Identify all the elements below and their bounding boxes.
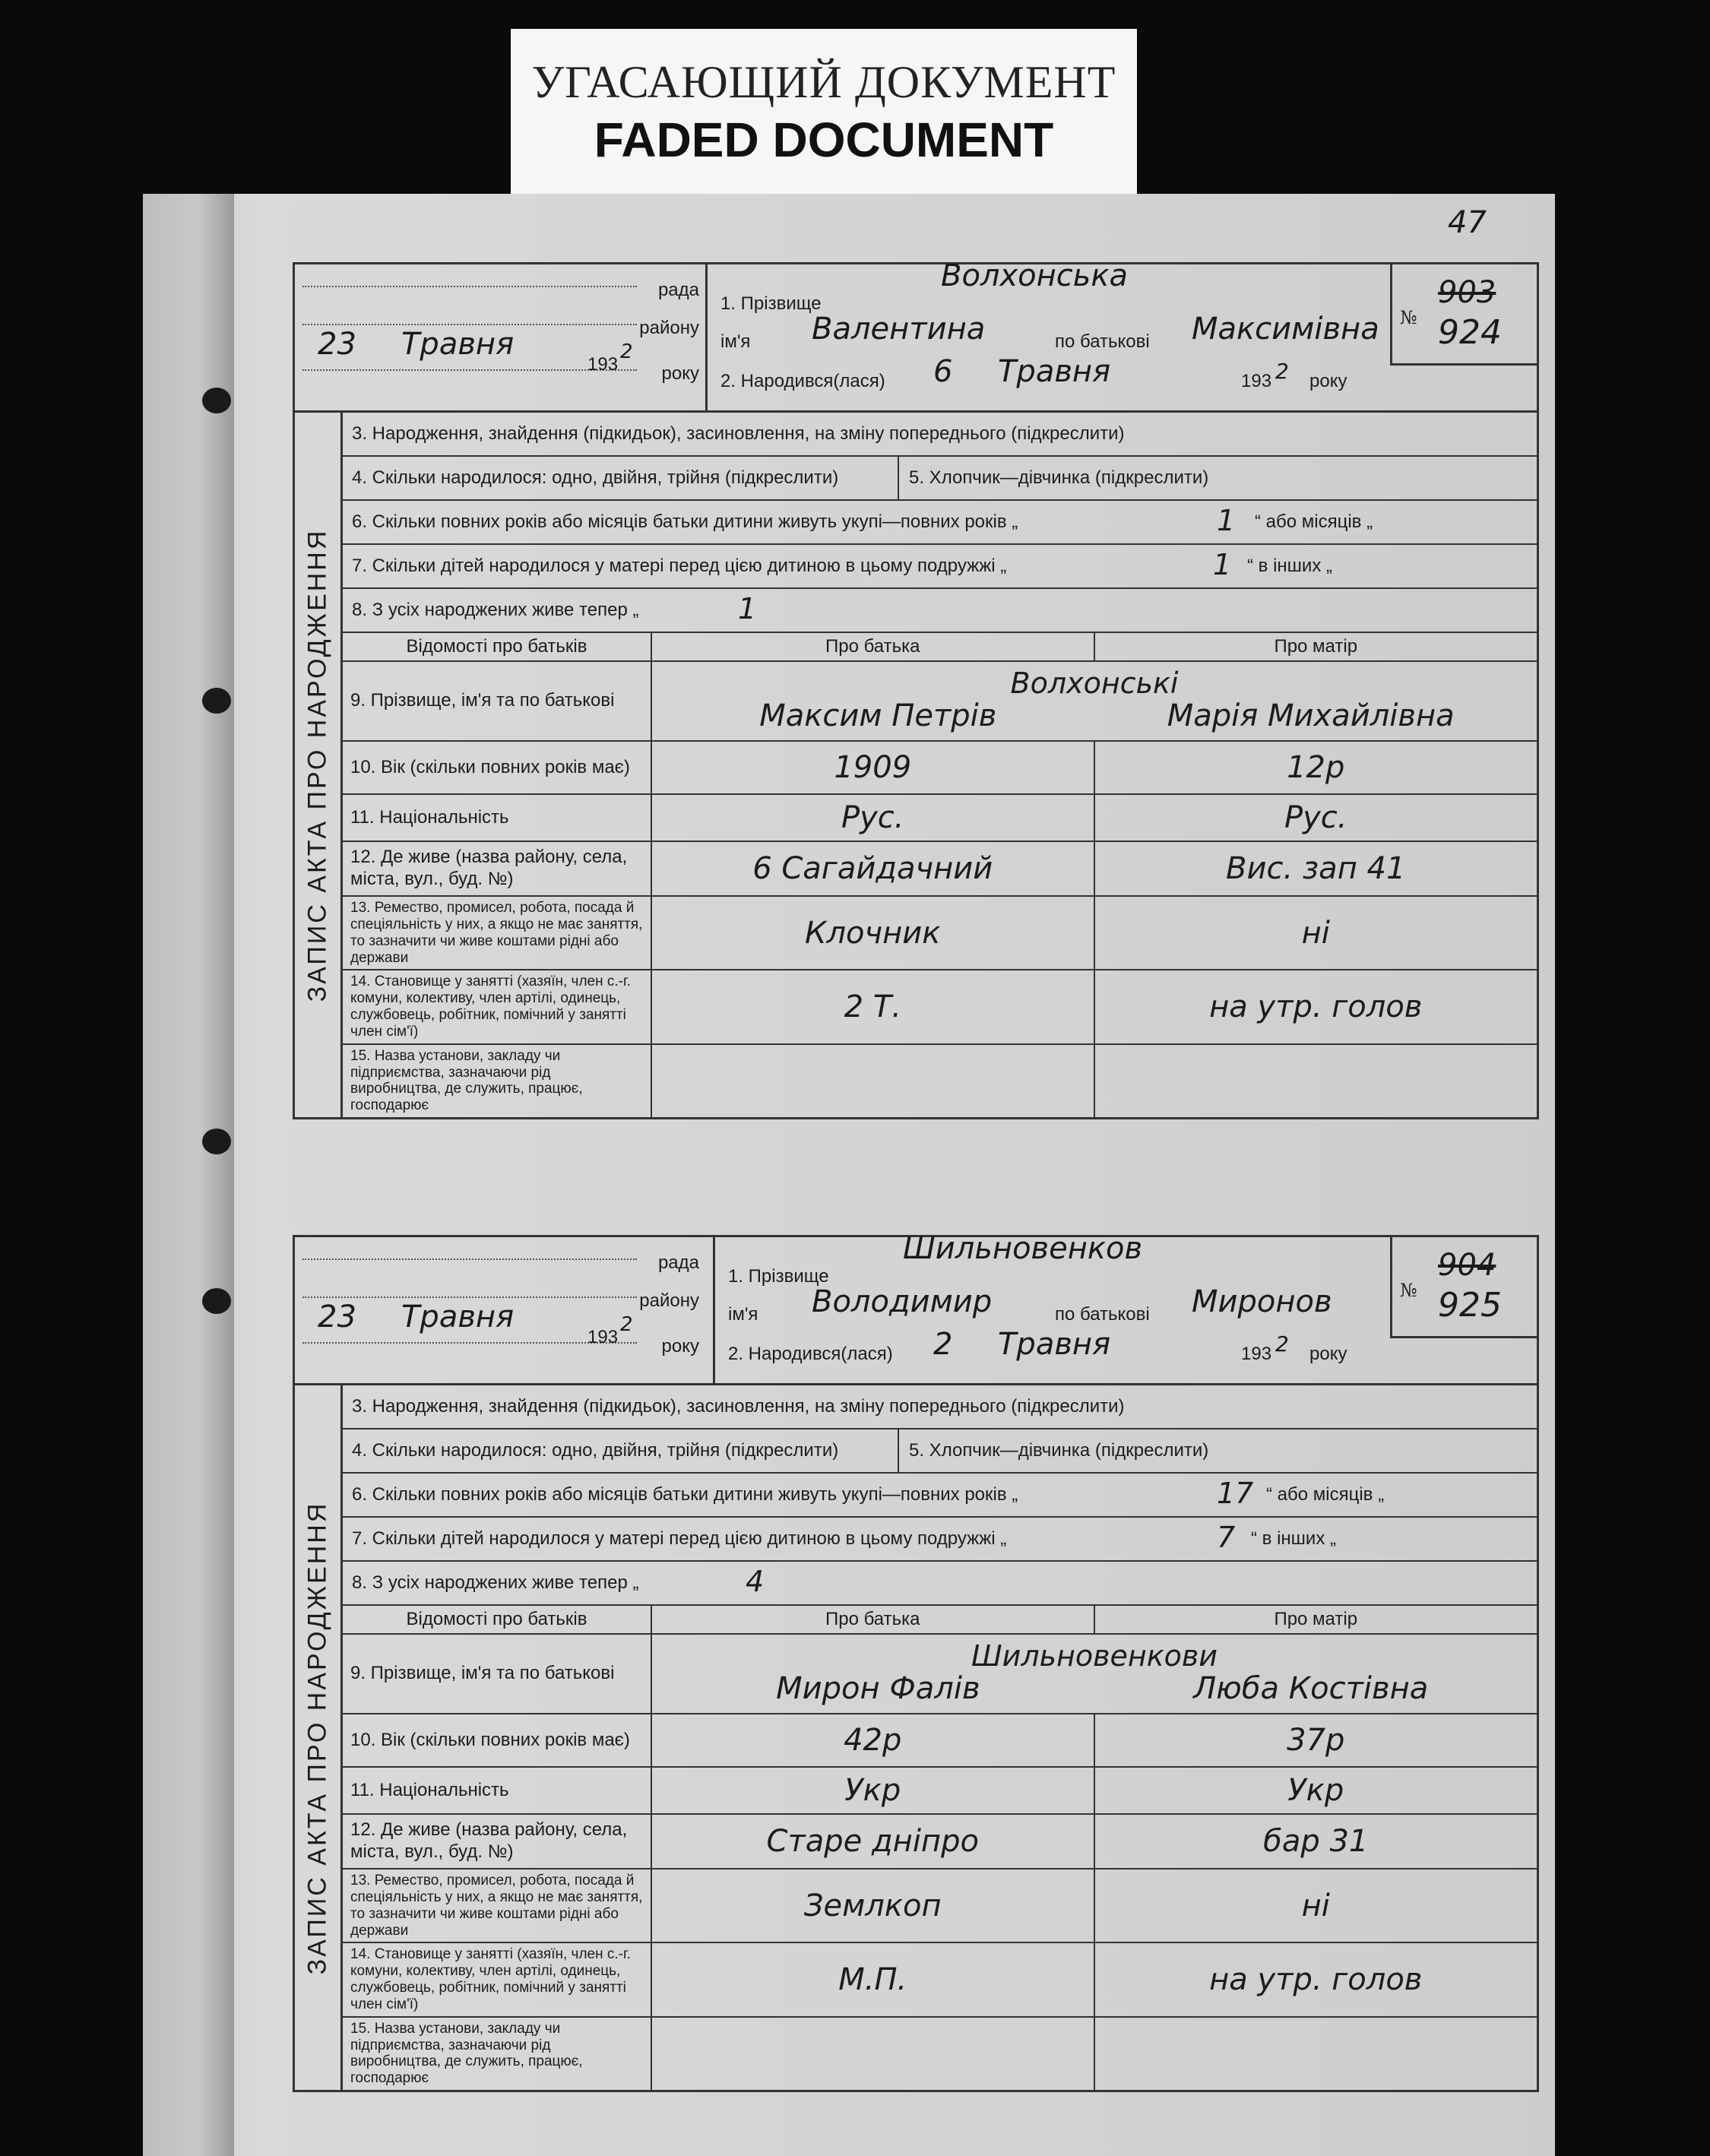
record-header bbox=[293, 1231, 1539, 1383]
born-label: 2. Народився(лася) bbox=[728, 1344, 893, 1364]
child-surname: Шильновенков bbox=[903, 1231, 1143, 1266]
q8-row bbox=[343, 589, 1537, 633]
birth-record-1 bbox=[293, 258, 1539, 1119]
binding-hole bbox=[202, 1288, 231, 1314]
father-name: Максим Петрів bbox=[759, 698, 997, 733]
q6-years: 17 bbox=[1217, 1477, 1254, 1510]
q3-label: 3. Народження, знайдення (підкидьок), засиновлення, на зміну попереднього (підкреслити) bbox=[352, 423, 1125, 444]
father-address: Старе дніпро bbox=[651, 1814, 1094, 1869]
q7-label: 7. Скільки дітей народилося у матері перед цією дитиною в цьому подружжі „ bbox=[352, 1528, 1007, 1549]
q7-row bbox=[343, 1518, 1537, 1562]
mother-address: бар 31 bbox=[1094, 1814, 1537, 1869]
father-nationality: Укр bbox=[651, 1767, 1094, 1814]
q4-label: 4. Скільки народилося: одно, двійня, трійня (підкреслити) bbox=[352, 1440, 839, 1461]
rok-label: року bbox=[661, 1336, 699, 1357]
surname-label: 1. Прізвище bbox=[728, 1266, 829, 1287]
q7-other-label: “ в інших „ bbox=[1247, 556, 1332, 576]
father-occupation: Землкоп bbox=[651, 1869, 1094, 1942]
q6-months-label: “ або місяців „ bbox=[1255, 511, 1373, 532]
rok-label: року bbox=[661, 363, 699, 384]
q6-row bbox=[343, 501, 1537, 545]
father-nationality: Рус. bbox=[651, 794, 1094, 841]
q3-row bbox=[343, 413, 1537, 457]
born-month: Травня bbox=[998, 354, 1111, 389]
q6-row bbox=[343, 1474, 1537, 1518]
record-body bbox=[293, 1383, 1539, 2092]
q6-months-label: “ або місяців „ bbox=[1266, 1484, 1385, 1505]
child-surname: Волхонська bbox=[941, 258, 1129, 293]
col-header-mother: Про матір bbox=[1094, 1606, 1537, 1634]
q6-years: 1 bbox=[1217, 504, 1236, 537]
q3-label: 3. Народження, знайдення (підкидьок), засиновлення, на зміну попереднього (підкреслити) bbox=[352, 1396, 1125, 1417]
r11-label: 11. Національність bbox=[343, 794, 651, 841]
col-header-father: Про батька bbox=[651, 1606, 1094, 1634]
father-age: 1909 bbox=[651, 741, 1094, 794]
father-age: 42р bbox=[651, 1714, 1094, 1767]
born-rok-label: року bbox=[1309, 1344, 1347, 1364]
reg-year-prefix: 193 bbox=[587, 1327, 619, 1347]
mother-status: на утр. голов bbox=[1094, 1942, 1537, 2016]
born-year-digit: 2 bbox=[1275, 359, 1289, 384]
col-header-info: Відомості про батьків bbox=[343, 1606, 651, 1634]
binding-hole bbox=[202, 688, 231, 714]
side-title bbox=[295, 413, 343, 1117]
q7-row bbox=[343, 545, 1537, 589]
record-header bbox=[293, 258, 1539, 410]
q8-alive: 4 bbox=[746, 1565, 765, 1598]
col-header-info: Відомості про батьків bbox=[343, 633, 651, 661]
q5-label: 5. Хлопчик—дівчинка (підкреслити) bbox=[909, 467, 1209, 488]
side-title-text: ЗАПИС АКТА ПРО НАРОДЖЕННЯ bbox=[302, 528, 332, 1002]
r12-label: 12. Де живе (назва району, села, міста, вул., буд. №) bbox=[343, 841, 651, 896]
rada-label: рада bbox=[657, 1252, 699, 1273]
born-month: Травня bbox=[998, 1327, 1111, 1362]
record-number: 924 bbox=[1438, 313, 1502, 352]
binding-strip bbox=[143, 194, 234, 2156]
mother-nationality: Рус. bbox=[1094, 794, 1537, 841]
record-number-old: 903 bbox=[1438, 275, 1496, 310]
r9-label: 9. Прізвище, ім'я та по батькові bbox=[343, 1634, 651, 1714]
faded-document-label bbox=[511, 29, 1137, 195]
binding-hole bbox=[202, 388, 231, 413]
record-number-box bbox=[1390, 1237, 1537, 1338]
side-title-text: ЗАПИС АКТА ПРО НАРОДЖЕННЯ bbox=[302, 1501, 332, 1974]
r10-label: 10. Вік (скільки повних років має) bbox=[343, 1714, 651, 1767]
reg-year-digit: 2 bbox=[620, 340, 633, 363]
r10-label: 10. Вік (скільки повних років має) bbox=[343, 741, 651, 794]
reg-year-digit: 2 bbox=[620, 1313, 633, 1336]
child-name: Валентина bbox=[812, 312, 986, 347]
number-sign: № bbox=[1400, 307, 1417, 328]
mother-nationality: Укр bbox=[1094, 1767, 1537, 1814]
q3-row bbox=[343, 1385, 1537, 1429]
r15-label: 15. Назва установи, закладу чи підприємства, зазначаючи рід виробництва, де служить, працює, господарює bbox=[343, 1044, 651, 1117]
q7-count: 1 bbox=[1213, 548, 1232, 581]
born-label: 2. Народився(лася) bbox=[720, 371, 885, 391]
q5-label: 5. Хлопчик—дівчинка (підкреслити) bbox=[909, 1440, 1209, 1461]
q4-q5-row bbox=[343, 1429, 1537, 1474]
born-year-prefix: 193 bbox=[1241, 1344, 1272, 1364]
q7-label: 7. Скільки дітей народилося у матері перед цією дитиною в цьому подружжі „ bbox=[352, 556, 1007, 576]
q8-row bbox=[343, 1562, 1537, 1606]
family-surname: Волхонські bbox=[1010, 666, 1179, 700]
raion-label: району bbox=[639, 1290, 699, 1311]
mother-status: на утр. голов bbox=[1094, 970, 1537, 1043]
father-status: М.П. bbox=[651, 1942, 1094, 2016]
rada-label: рада bbox=[657, 280, 699, 300]
reg-day: 23 bbox=[318, 327, 356, 362]
q8-alive: 1 bbox=[738, 592, 757, 625]
r9-label: 9. Прізвище, ім'я та по батькові bbox=[343, 661, 651, 741]
name-label: ім'я bbox=[720, 331, 751, 352]
q8-label: 8. З усіх народжених живе тепер „ bbox=[352, 600, 639, 620]
father-occupation: Клочник bbox=[651, 896, 1094, 970]
born-day: 6 bbox=[933, 354, 953, 389]
father-name: Мирон Фалів bbox=[776, 1671, 980, 1706]
banner-title-en: FADED DOCUMENT bbox=[594, 112, 1054, 167]
child-patronymic: Миронов bbox=[1192, 1284, 1332, 1319]
banner-title-ru: УГАСАЮЩИЙ ДОКУМЕНТ bbox=[531, 57, 1116, 107]
reg-month: Травня bbox=[401, 327, 515, 362]
r12-label: 12. Де живе (назва району, села, міста, вул., буд. №) bbox=[343, 1814, 651, 1869]
record-body bbox=[293, 410, 1539, 1119]
q4-q5-row bbox=[343, 457, 1537, 501]
parents-table bbox=[343, 633, 1537, 1117]
r14-label: 14. Становище у занятті (хазяїн, член с.-г. комуни, колективу, член артілі, одинець, службовець, робітник, помічний у занятті член сім'ї) bbox=[343, 970, 651, 1043]
father-address: 6 Сагайдачний bbox=[651, 841, 1094, 896]
raion-label: району bbox=[639, 318, 699, 338]
born-year-digit: 2 bbox=[1275, 1331, 1289, 1357]
born-year-prefix: 193 bbox=[1241, 371, 1272, 391]
side-title bbox=[295, 1385, 343, 2090]
record-number: 925 bbox=[1438, 1286, 1502, 1325]
mother-age: 12р bbox=[1094, 741, 1537, 794]
mother-address: Вис. зап 41 bbox=[1094, 841, 1537, 896]
q6-label: 6. Скільки повних років або місяців батьки дитини живуть укупі—повних років „ bbox=[352, 511, 1018, 532]
mother-age: 37р bbox=[1094, 1714, 1537, 1767]
col-header-father: Про батька bbox=[651, 633, 1094, 661]
patronymic-label: по батькові bbox=[1055, 331, 1150, 352]
reg-month: Травня bbox=[401, 1300, 515, 1334]
born-day: 2 bbox=[933, 1327, 953, 1362]
reg-year-prefix: 193 bbox=[587, 354, 619, 375]
q7-other-label: “ в інших „ bbox=[1251, 1528, 1336, 1549]
reg-day: 23 bbox=[318, 1300, 356, 1334]
mother-name: Люба Костівна bbox=[1193, 1671, 1429, 1706]
q4-label: 4. Скільки народилося: одно, двійня, трійня (підкреслити) bbox=[352, 467, 839, 488]
mother-occupation: ні bbox=[1094, 896, 1537, 970]
number-sign: № bbox=[1400, 1280, 1417, 1301]
family-surname: Шильновенкови bbox=[971, 1639, 1218, 1673]
mother-occupation: ні bbox=[1094, 1869, 1537, 1942]
child-name: Володимир bbox=[812, 1284, 993, 1319]
r11-label: 11. Національність bbox=[343, 1767, 651, 1814]
page-number: 47 bbox=[1448, 205, 1487, 240]
surname-label: 1. Прізвище bbox=[720, 293, 822, 314]
q6-label: 6. Скільки повних років або місяців батьки дитини живуть укупі—повних років „ bbox=[352, 1484, 1018, 1505]
r13-label: 13. Ремество, промисел, робота, посада й спеціяльність у них, а якщо не має заняття, то зазначити чи живе коштами рідні або держави bbox=[343, 896, 651, 970]
father-status: 2 Т. bbox=[651, 970, 1094, 1043]
child-patronymic: Максимівна bbox=[1192, 312, 1379, 347]
record-number-old: 904 bbox=[1438, 1248, 1496, 1283]
mother-name: Марія Михайлівна bbox=[1167, 698, 1455, 733]
r15-label: 15. Назва установи, закладу чи підприємства, зазначаючи рід виробництва, де служить, працює, господарює bbox=[343, 2017, 651, 2090]
q8-label: 8. З усіх народжених живе тепер „ bbox=[352, 1572, 639, 1593]
r13-label: 13. Ремество, промисел, робота, посада й спеціяльність у них, а якщо не має заняття, то зазначити чи живе коштами рідні або держави bbox=[343, 1869, 651, 1942]
q7-count: 7 bbox=[1217, 1521, 1236, 1554]
birth-record-2 bbox=[293, 1231, 1539, 2092]
r14-label: 14. Становище у занятті (хазяїн, член с.-г. комуни, колективу, член артілі, одинець, службовець, робітник, помічний у занятті член сім'ї) bbox=[343, 1942, 651, 2016]
record-number-box bbox=[1390, 264, 1537, 366]
col-header-mother: Про матір bbox=[1094, 633, 1537, 661]
patronymic-label: по батькові bbox=[1055, 1304, 1150, 1325]
name-label: ім'я bbox=[728, 1304, 758, 1325]
parents-table bbox=[343, 1606, 1537, 2090]
binding-hole bbox=[202, 1129, 231, 1154]
born-rok-label: року bbox=[1309, 371, 1347, 391]
